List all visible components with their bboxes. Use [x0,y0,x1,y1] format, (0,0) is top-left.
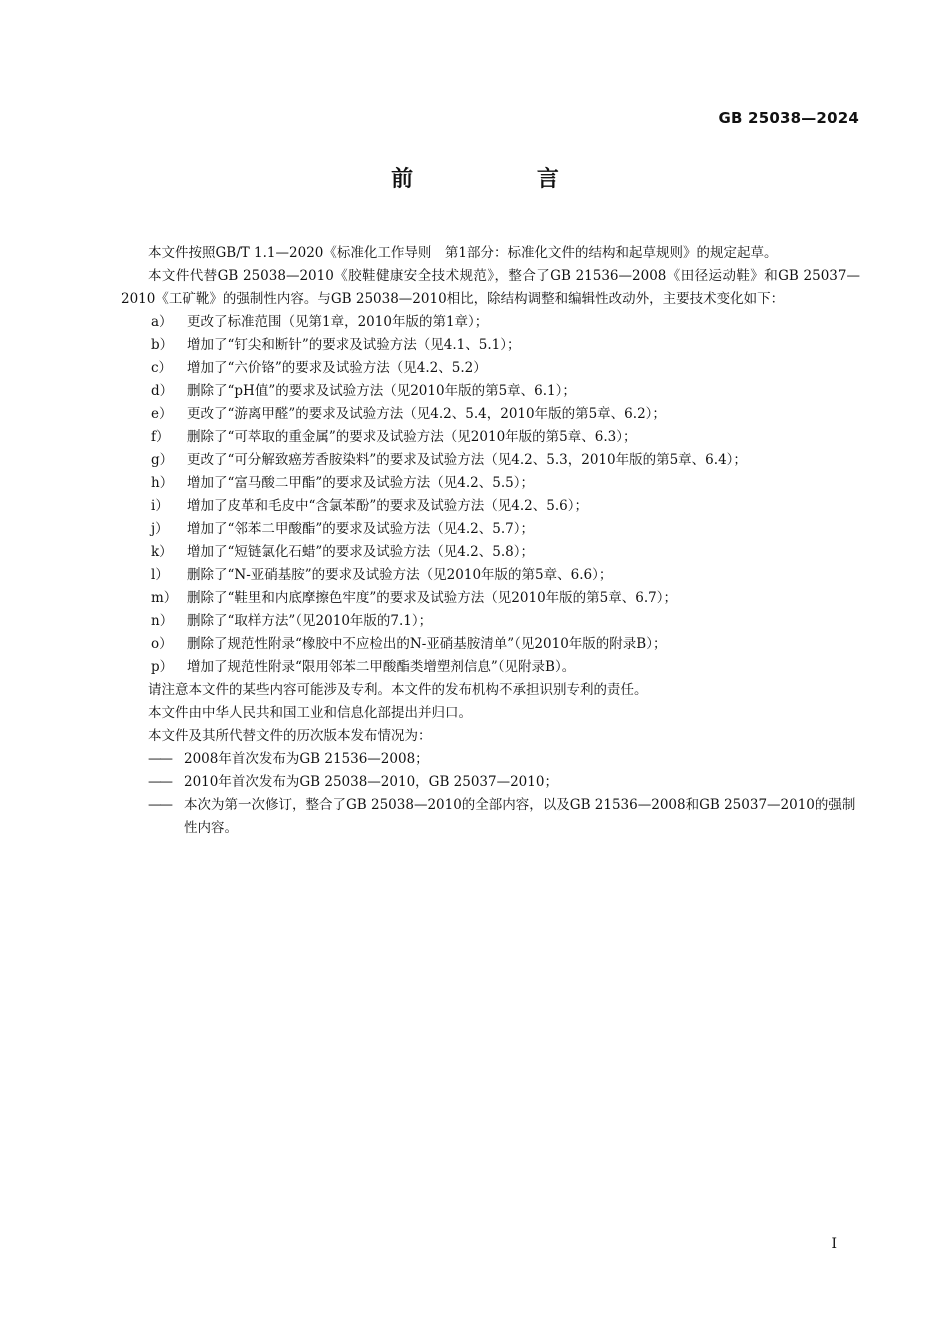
list-item [121,334,860,357]
page-title: 前 言 [391,167,617,192]
dash-marker: —— [148,774,171,790]
list-item-text: 删除了“鞋里和内底摩擦色牢度”的要求及试验方法（见2010年版的第5章、6.7）； [187,590,677,606]
list-item-text: 更改了“游离甲醛”的要求及试验方法（见4.2、5.4，2010年版的第5章、6.2）； [187,406,666,422]
list-marker: d） [151,383,174,399]
changes-list [121,311,860,679]
list-marker: e） [151,406,173,422]
list-marker: f） [151,429,170,445]
list-marker: c） [151,360,173,376]
list-item-text: 增加了规范性附录“限用邻苯二甲酸酯类增塑剂信息”（见附录B）。 [187,659,576,675]
list-marker: g） [151,452,174,468]
list-item [121,518,860,541]
list-item-text: 删除了“N-亚硝基胺”的要求及试验方法（见2010年版的第5章、6.6）； [187,567,613,583]
standard-code: GB 25038—2024 [718,109,859,127]
list-item-text: 更改了“可分解致癌芳香胺染料”的要求及试验方法（见4.2、5.3，2010年版的第5章、6.4）； [187,452,747,468]
intro-paragraph-2: 本文件代替GB 25038—2010《胶鞋健康安全技术规范》，整合了GB 21536—2008《田径运动鞋》和GB 25037—2010《工矿靴》的强制性内容。与GB 25038—2010相比，除结构调整和编辑性改动外，主要技术变化如下： [121,268,860,307]
list-item [121,311,860,334]
list-item [121,771,860,794]
list-marker: h） [151,475,174,491]
list-item [121,449,860,472]
list-item [121,403,860,426]
list-marker: m） [151,590,178,606]
page-number: Ⅰ [831,1236,837,1252]
list-item [121,794,860,840]
list-item-text: 增加了“钉尖和断针”的要求及试验方法（见4.1、5.1）； [187,337,521,353]
foreword-body [121,242,860,840]
dash-marker: —— [148,797,171,813]
list-item-text: 增加了“短链氯化石蜡”的要求及试验方法（见4.2、5.8）； [187,544,534,560]
history-intro: 本文件及其所代替文件的历次版本发布情况为： [148,728,432,744]
patent-notice: 请注意本文件的某些内容可能涉及专利。本文件的发布机构不承担识别专利的责任。 [148,682,648,698]
list-item [121,587,860,610]
list-item-text: 2010年首次发布为GB 25038—2010，GB 25037—2010； [184,774,558,790]
list-item [121,380,860,403]
list-marker: n） [151,613,174,629]
list-marker: o） [151,636,173,652]
list-item [121,357,860,380]
proposer-paragraph: 本文件由中华人民共和国工业和信息化部提出并归口。 [148,705,472,721]
list-item [121,541,860,564]
list-item-text: 删除了“取样方法”（见2010年版的7.1）； [187,613,433,629]
list-item-text: 增加了皮革和毛皮中“含氯苯酚”的要求及试验方法（见4.2、5.6）； [187,498,588,514]
dash-marker: —— [148,751,171,767]
list-item-text: 删除了“pH值”的要求及试验方法（见2010年版的第5章、6.1）； [187,383,576,399]
intro-paragraph-1: 本文件按照GB/T 1.1—2020《标准化工作导则 第1部分：标准化文件的结构和起草规则》的规定起草。 [148,245,778,261]
list-item [121,748,860,771]
list-item-text: 删除了“可萃取的重金属”的要求及试验方法（见2010年版的第5章、6.3）； [187,429,637,445]
list-item [121,472,860,495]
list-item [121,495,860,518]
list-marker: a） [151,314,173,330]
list-marker: i） [151,498,169,514]
list-marker: j） [151,521,169,537]
list-item [121,564,860,587]
list-marker: k） [151,544,173,560]
history-list [121,748,860,840]
list-item [121,656,860,679]
list-item [121,426,860,449]
list-marker: l） [151,567,169,583]
list-item-text: 增加了“富马酸二甲酯”的要求及试验方法（见4.2、5.5）； [187,475,534,491]
list-item-text: 删除了规范性附录“橡胶中不应检出的N-亚硝基胺清单”（见2010年版的附录B）； [187,636,667,652]
list-marker: p） [151,659,174,675]
list-item-text: 增加了“邻苯二甲酸酯”的要求及试验方法（见4.2、5.7）； [187,521,534,537]
list-item [121,610,860,633]
list-item-text: 2008年首次发布为GB 21536—2008； [184,751,429,767]
list-item-text: 本次为第一次修订，整合了GB 25038—2010的全部内容，以及GB 21536—2008和GB 25037—2010的强制性内容。 [184,797,856,836]
list-marker: b） [151,337,174,353]
list-item [121,633,860,656]
list-item-text: 更改了标准范围（见第1章，2010年版的第1章）； [187,314,489,330]
list-item-text: 增加了“六价铬”的要求及试验方法（见4.2、5.2） [187,360,487,376]
